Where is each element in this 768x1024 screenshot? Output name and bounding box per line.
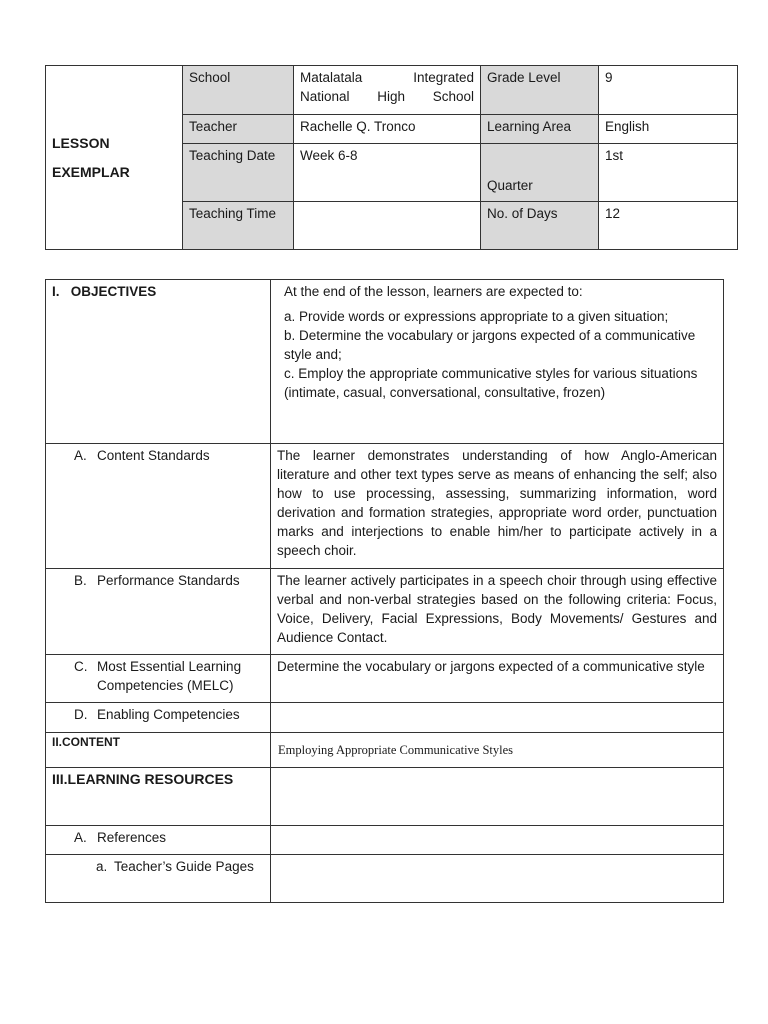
quarter-value: 1st bbox=[599, 144, 738, 202]
learning-area-label: Learning Area bbox=[481, 115, 599, 144]
lesson-header-table bbox=[45, 65, 738, 250]
content-standards-marker: A. bbox=[74, 448, 87, 463]
enabling-label: Enabling Competencies bbox=[97, 707, 240, 722]
melc-marker: C. bbox=[74, 659, 88, 674]
references-marker: A. bbox=[74, 830, 87, 845]
teacher-value: Rachelle Q. Tronco bbox=[294, 115, 481, 144]
melc-label: Most Essential Learning Competencies (MELC) bbox=[97, 659, 242, 693]
grade-value: 9 bbox=[599, 66, 738, 115]
objectives-label: I. OBJECTIVES bbox=[46, 280, 271, 444]
objectives-cell bbox=[271, 280, 724, 444]
learning-area-value: English bbox=[599, 115, 738, 144]
days-value: 12 bbox=[599, 202, 738, 250]
learning-resources-value bbox=[271, 768, 724, 826]
content-standards-text: The learner demonstrates understanding of how Anglo-American literature and other text types serve as means of enhancing the self; also how to use processing, assessing, summarizing information, word derivation and formation strategies, appropriate word order, punctuation marks and interjections to enable him/her to participate actively in a speech choir. bbox=[271, 444, 724, 569]
performance-standards-text: The learner actively participates in a speech choir through using effective verbal and non-verbal strategies based on the following criteria: Focus, Voice, Delivery, Facial Expressions, Body Movements/ Gestures and Audience Contact. bbox=[271, 569, 724, 655]
melc-label-cell bbox=[46, 655, 271, 703]
melc-text: Determine the vocabulary or jargons expected of a communicative style bbox=[271, 655, 724, 703]
content-standards-label: Content Standards bbox=[97, 448, 210, 463]
teaching-date-value: Week 6-8 bbox=[294, 144, 481, 202]
days-label: No. of Days bbox=[481, 202, 599, 250]
grade-label: Grade Level bbox=[481, 66, 599, 115]
references-value bbox=[271, 826, 724, 855]
teacher-label: Teacher bbox=[183, 115, 294, 144]
enabling-marker: D. bbox=[74, 707, 88, 722]
objective-a: a. Provide words or expressions appropriate to a given situation; bbox=[284, 309, 669, 324]
teaching-date-label: Teaching Date bbox=[183, 144, 294, 202]
teaching-time-value bbox=[294, 202, 481, 250]
performance-standards-label: Performance Standards bbox=[97, 573, 240, 588]
school-label: School bbox=[183, 66, 294, 115]
objective-c: c. Employ the appropriate communicative styles for various situations (intimate, casual, conversational, consultative, frozen) bbox=[284, 366, 698, 400]
lesson-plan-table bbox=[45, 279, 724, 903]
references-label: References bbox=[97, 830, 167, 845]
objectives-intro: At the end of the lesson, learners are expected to: bbox=[284, 284, 583, 299]
teaching-time-label: Teaching Time bbox=[183, 202, 294, 250]
school-value: Matalatala Integrated National High School bbox=[294, 66, 481, 115]
enabling-label-cell bbox=[46, 703, 271, 733]
lesson-label-line1: LESSON bbox=[52, 134, 110, 151]
learning-resources-label: III.LEARNING RESOURCES bbox=[46, 768, 271, 826]
performance-standards-marker: B. bbox=[74, 573, 87, 588]
lesson-label-line2: EXEMPLAR bbox=[52, 163, 130, 180]
teachers-guide-marker: a. bbox=[96, 859, 108, 874]
teachers-guide-label-cell bbox=[46, 855, 271, 903]
lesson-exemplar-title bbox=[46, 66, 183, 250]
content-label: II.CONTENT bbox=[46, 733, 271, 768]
performance-standards-label-cell bbox=[46, 569, 271, 655]
teachers-guide-label: Teacher’s Guide Pages bbox=[114, 859, 254, 874]
objective-b: b. Determine the vocabulary or jargons expected of a communicative style and; bbox=[284, 328, 696, 362]
references-label-cell bbox=[46, 826, 271, 855]
quarter-label: Quarter bbox=[481, 144, 599, 202]
teachers-guide-value bbox=[271, 855, 724, 903]
content-text: Employing Appropriate Communicative Styles bbox=[271, 733, 724, 768]
content-standards-label-cell bbox=[46, 444, 271, 569]
enabling-text bbox=[271, 703, 724, 733]
